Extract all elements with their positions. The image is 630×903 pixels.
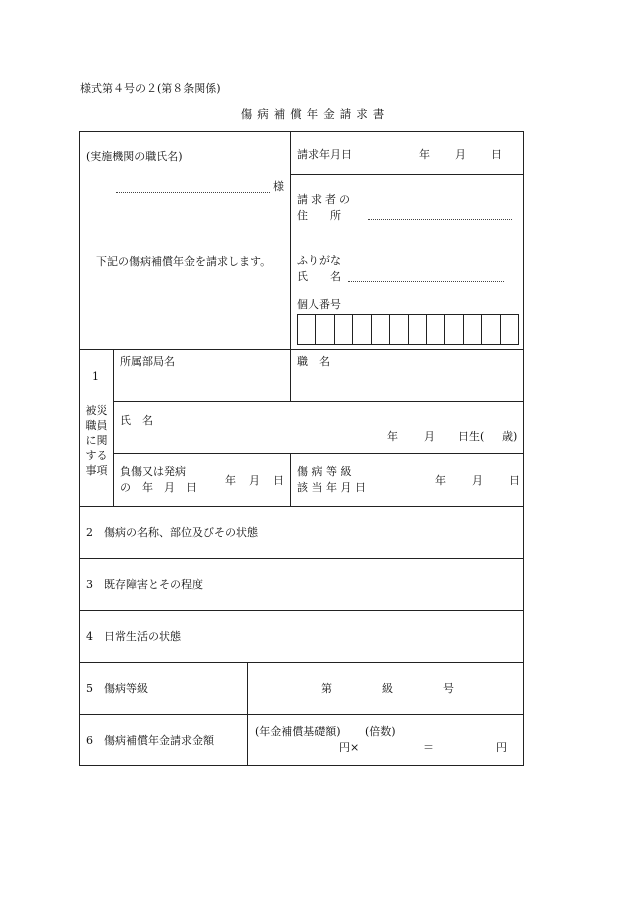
divider [113, 401, 524, 402]
form-title: 傷病補償年金請求書 [240, 107, 390, 121]
row3-label: 3 既存障害とその程度 [86, 578, 203, 591]
grade-month: 月 [472, 474, 483, 487]
divider [113, 453, 524, 454]
claimant-label: 請求者の [297, 193, 353, 206]
address-line[interactable] [368, 219, 512, 220]
claimant-name-line[interactable] [348, 281, 504, 282]
position-label: 職 名 [297, 355, 330, 368]
digit-box[interactable] [482, 315, 500, 344]
row4-label: 4 日常生活の状態 [86, 630, 181, 643]
digit-box[interactable] [390, 315, 408, 344]
grade-date-label-1: 傷 病 等 級 [297, 465, 352, 478]
request-day: 日 [491, 148, 502, 161]
divider [79, 349, 524, 350]
multiplier-label: (倍数) [365, 725, 396, 738]
digit-box[interactable] [409, 315, 427, 344]
base-amount-label: (年金補償基礎額) [255, 725, 341, 738]
request-sentence: 下記の傷病補償年金を請求します。 [96, 255, 272, 268]
injury-year: 年 [225, 474, 236, 487]
divider [290, 453, 291, 506]
claimant-name-label: 氏 名 [297, 270, 341, 283]
request-date-label: 請求年月日 [297, 148, 352, 161]
birth-suffix: 日生( [458, 430, 485, 443]
digit-box[interactable] [335, 315, 353, 344]
divider [79, 558, 524, 559]
address-label: 住 所 [297, 209, 341, 222]
my-number-boxes[interactable] [297, 314, 519, 345]
grade-date-label-2: 該 当 年 月 日 [297, 481, 366, 494]
grade-year: 年 [435, 474, 446, 487]
grade-kyu: 級 [382, 682, 393, 695]
digit-box[interactable] [372, 315, 390, 344]
form-frame [79, 131, 524, 766]
digit-box[interactable] [464, 315, 482, 344]
birth-month: 月 [424, 430, 435, 443]
divider [290, 349, 291, 401]
department-label: 所属部局名 [120, 355, 175, 368]
grade-dai: 第 [321, 682, 332, 695]
furigana-label: ふりがな [297, 254, 341, 267]
request-month: 月 [455, 148, 466, 161]
row5-label: 5 傷病等級 [86, 682, 148, 695]
section1-number: 1 [92, 370, 99, 383]
birth-year: 年 [387, 430, 398, 443]
divider [79, 610, 524, 611]
digit-box[interactable] [316, 315, 334, 344]
yen-times: 円× [339, 741, 360, 754]
honorific: 様 [273, 180, 284, 193]
injury-date-label-1: 負傷又は発病 [120, 465, 186, 478]
institution-label: (実施機関の職氏名) [86, 150, 183, 163]
divider [247, 662, 248, 766]
divider [79, 662, 524, 663]
my-number-label: 個人番号 [297, 298, 341, 311]
institution-name-line[interactable] [116, 192, 270, 193]
equals-sign: ＝ [423, 741, 434, 754]
divider [79, 506, 524, 507]
injury-day: 日 [273, 474, 284, 487]
section1-vertical-label: 被災 職員 に関 する 事項 [85, 404, 108, 477]
yen-unit: 円 [496, 741, 507, 754]
grade-day: 日 [509, 474, 520, 487]
injury-date-label-2: の 年 月 日 [120, 481, 197, 494]
divider [79, 714, 524, 715]
form-number: 様式第４号の２(第８条関係) [80, 82, 221, 95]
row6-label: 6 傷病補償年金請求金額 [86, 734, 214, 747]
row2-label: 2 傷病の名称、部位及びその状態 [86, 526, 258, 539]
digit-box[interactable] [445, 315, 463, 344]
divider [113, 349, 114, 506]
divider [290, 131, 291, 349]
divider [290, 174, 524, 175]
digit-box[interactable] [501, 315, 518, 344]
employee-name-label: 氏 名 [120, 414, 153, 427]
digit-box[interactable] [427, 315, 445, 344]
grade-go: 号 [443, 682, 454, 695]
digit-box[interactable] [298, 315, 316, 344]
digit-box[interactable] [353, 315, 371, 344]
request-year: 年 [419, 148, 430, 161]
injury-month: 月 [249, 474, 260, 487]
age-suffix: 歳) [502, 430, 518, 443]
